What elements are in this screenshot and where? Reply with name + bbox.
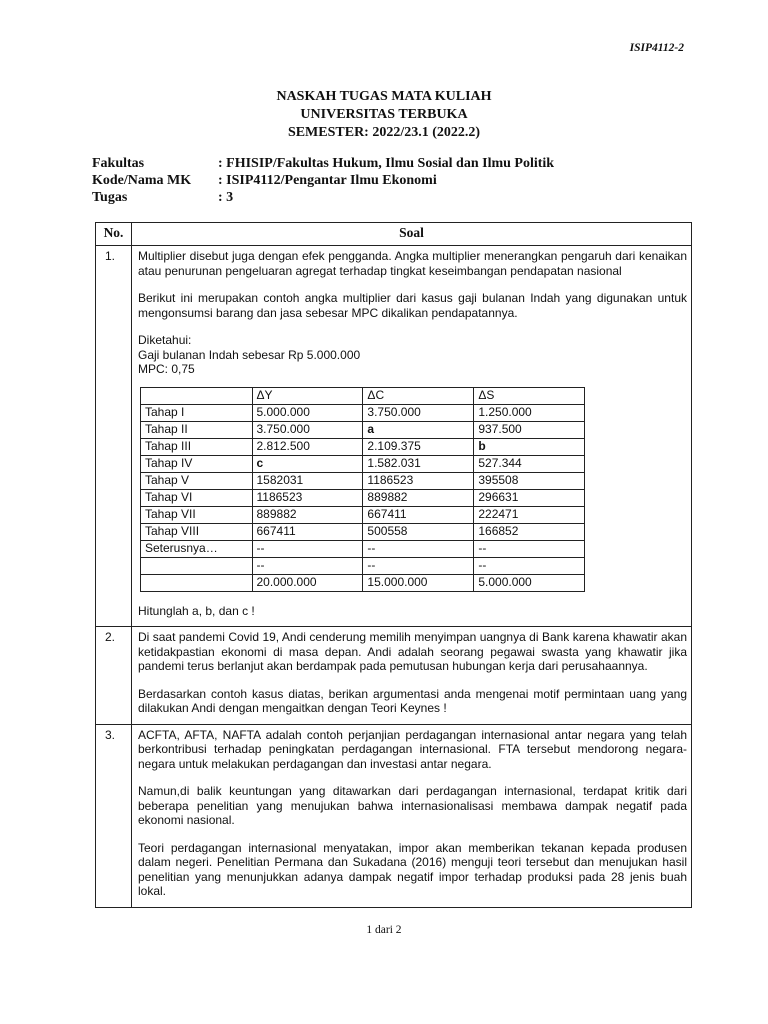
multiplier-row bbox=[141, 404, 585, 421]
questions-header-row bbox=[96, 223, 692, 246]
multiplier-cell: 1.250.000 bbox=[474, 404, 585, 421]
questions-table bbox=[95, 222, 692, 908]
multiplier-cell: -- bbox=[252, 540, 363, 557]
multiplier-table bbox=[140, 387, 585, 592]
multiplier-row bbox=[141, 489, 585, 506]
multiplier-cell: 937.500 bbox=[474, 421, 585, 438]
multiplier-cell: 395508 bbox=[474, 472, 585, 489]
multiplier-header-row bbox=[141, 387, 585, 404]
q2-paragraph-2: Berdasarkan contoh kasus diatas, berikan argumentasi anda mengenai motif permintaan uang yang dilakukan Andi dengan mengaitkan dengan Teori Keynes ! bbox=[138, 686, 687, 715]
q1-paragraph-1: Multiplier disebut juga dengan efek pengganda. Angka multiplier menerangkan pengaruh dari kenaikan atau penurunan pengeluaran agregat terhadap tingkat keseimbangan pendapatan nasional bbox=[138, 249, 687, 278]
multiplier-cell: Tahap II bbox=[141, 421, 253, 438]
header-no: No. bbox=[96, 223, 132, 246]
multiplier-cell: 5.000.000 bbox=[252, 404, 363, 421]
multiplier-cell: Tahap I bbox=[141, 404, 253, 421]
q1-known-label: Diketahui: bbox=[138, 333, 192, 347]
multiplier-total-cell: 15.000.000 bbox=[363, 574, 474, 591]
q1-known-mpc: MPC: 0,75 bbox=[138, 362, 195, 376]
multiplier-row bbox=[141, 421, 585, 438]
multiplier-cell: 500558 bbox=[363, 523, 474, 540]
kode-label: Kode/Nama MK bbox=[92, 173, 192, 188]
multiplier-row bbox=[141, 540, 585, 557]
tugas-value: : 3 bbox=[218, 190, 234, 205]
multiplier-cell: -- bbox=[252, 557, 363, 574]
multiplier-row bbox=[141, 455, 585, 472]
title-line-2: UNIVERSITAS TERBUKA bbox=[300, 107, 468, 122]
multiplier-cell: Tahap VIII bbox=[141, 523, 253, 540]
multiplier-cell: 889882 bbox=[363, 489, 474, 506]
question-number: 3. bbox=[96, 724, 132, 907]
question-row-2 bbox=[96, 627, 692, 725]
multiplier-row bbox=[141, 506, 585, 523]
multiplier-cell: Tahap III bbox=[141, 438, 253, 455]
multiplier-cell-unknown-c: c bbox=[252, 455, 363, 472]
document-title bbox=[0, 88, 768, 142]
q3-paragraph-2: Namun,di balik keuntungan yang ditawarkan dari perdagangan internasional, terdapat kritik dari beberapa penelitian yang menujukan bahwa internasionalisasi membawa dampak negatif pada ekonomi nasional. bbox=[138, 784, 687, 827]
multiplier-header-cell bbox=[141, 387, 253, 404]
page-number: 1 dari 2 bbox=[366, 924, 402, 936]
question-body bbox=[132, 246, 692, 627]
multiplier-cell bbox=[141, 574, 253, 591]
meta-row-fakultas bbox=[92, 155, 554, 172]
multiplier-cell: 1.582.031 bbox=[363, 455, 474, 472]
q3-paragraph-1: ACFTA, AFTA, NAFTA adalah contoh perjanjian perdagangan internasional antar negara yang telah berkontribusi terhadap peningkatan perdagangan internasional. FTA tersebut mendorong negara-negara untuk melakukan perdagangan dan investasi antar negara. bbox=[138, 727, 687, 771]
fakultas-value: : FHISIP/Fakultas Hukum, Ilmu Sosial dan Ilmu Politik bbox=[218, 156, 555, 171]
title-line-1: NASKAH TUGAS MATA KULIAH bbox=[276, 89, 492, 104]
course-meta bbox=[92, 155, 554, 206]
multiplier-cell: 222471 bbox=[474, 506, 585, 523]
multiplier-cell: -- bbox=[474, 540, 585, 557]
multiplier-cell: Seterusnya… bbox=[141, 540, 253, 557]
question-number: 1. bbox=[96, 246, 132, 627]
q2-paragraph-1: Di saat pandemi Covid 19, Andi cenderung memilih menyimpan uangnya di Bank karena khawatir akan ketidakpastian ekonomi di masa depan. Andi adalah seorang pegawai swasta yang khawatir jika pandemi terus berlanjut akan berdampak pada pemutusan hubungan kerja dari perusahaannya. bbox=[138, 630, 687, 673]
multiplier-cell: Tahap V bbox=[141, 472, 253, 489]
multiplier-cell: 296631 bbox=[474, 489, 585, 506]
multiplier-cell: 1186523 bbox=[252, 489, 363, 506]
multiplier-cell: Tahap VII bbox=[141, 506, 253, 523]
question-number: 2. bbox=[96, 627, 132, 725]
document-code: ISIP4112-2 bbox=[629, 42, 684, 54]
multiplier-cell: 2.812.500 bbox=[252, 438, 363, 455]
multiplier-cell: 1582031 bbox=[252, 472, 363, 489]
fakultas-label: Fakultas bbox=[92, 156, 145, 171]
multiplier-cell: -- bbox=[474, 557, 585, 574]
multiplier-cell: 1186523 bbox=[363, 472, 474, 489]
q1-known-salary: Gaji bulanan Indah sebesar Rp 5.000.000 bbox=[138, 347, 361, 362]
multiplier-row bbox=[141, 557, 585, 574]
multiplier-cell: -- bbox=[363, 540, 474, 557]
multiplier-cell: 3.750.000 bbox=[363, 404, 474, 421]
multiplier-header-cell: ΔS bbox=[474, 387, 585, 404]
multiplier-cell: 667411 bbox=[252, 523, 363, 540]
meta-row-tugas bbox=[92, 189, 554, 206]
multiplier-cell-unknown-a: a bbox=[363, 421, 474, 438]
question-body bbox=[132, 724, 692, 907]
multiplier-cell-unknown-b: b bbox=[474, 438, 585, 455]
multiplier-cell: 2.109.375 bbox=[363, 438, 474, 455]
question-body bbox=[132, 627, 692, 725]
multiplier-cell: 527.344 bbox=[474, 455, 585, 472]
multiplier-cell bbox=[141, 557, 253, 574]
q1-task: Hitunglah a, b, dan c ! bbox=[138, 603, 255, 618]
tugas-label: Tugas bbox=[92, 190, 128, 205]
multiplier-total-cell: 20.000.000 bbox=[252, 574, 363, 591]
multiplier-total-row bbox=[141, 574, 585, 591]
multiplier-cell: 166852 bbox=[474, 523, 585, 540]
multiplier-cell: Tahap VI bbox=[141, 489, 253, 506]
multiplier-header-cell: ΔC bbox=[363, 387, 474, 404]
title-line-3: SEMESTER: 2022/23.1 (2022.2) bbox=[287, 125, 481, 140]
multiplier-cell: 889882 bbox=[252, 506, 363, 523]
header-soal: Soal bbox=[132, 223, 692, 246]
multiplier-total-cell: 5.000.000 bbox=[474, 574, 585, 591]
meta-row-kode bbox=[92, 172, 554, 189]
multiplier-cell: Tahap IV bbox=[141, 455, 253, 472]
multiplier-row bbox=[141, 472, 585, 489]
kode-value: : ISIP4112/Pengantar Ilmu Ekonomi bbox=[218, 173, 437, 188]
multiplier-header-cell: ΔY bbox=[252, 387, 363, 404]
q1-paragraph-2: Berikut ini merupakan contoh angka multiplier dari kasus gaji bulanan Indah yang digunakan untuk mengonsumsi barang dan jasa sebesar MPC dikalikan pendapatannya. bbox=[138, 291, 687, 320]
multiplier-cell: 667411 bbox=[363, 506, 474, 523]
multiplier-cell: -- bbox=[363, 557, 474, 574]
question-row-1 bbox=[96, 246, 692, 627]
question-row-3 bbox=[96, 724, 692, 907]
multiplier-cell: 3.750.000 bbox=[252, 421, 363, 438]
multiplier-row bbox=[141, 523, 585, 540]
multiplier-row bbox=[141, 438, 585, 455]
q3-paragraph-3: Teori perdagangan internasional menyatakan, impor akan memberikan tekanan kepada produsen dalam negeri. Penelitian Permana dan Sukadana (2016) menguji teori tersebut dan menujukan hasil penelitian yang menunjukkan adanya dampak negatif impor terhadap produksi pada 28 jenis buah lokal. bbox=[138, 840, 687, 898]
